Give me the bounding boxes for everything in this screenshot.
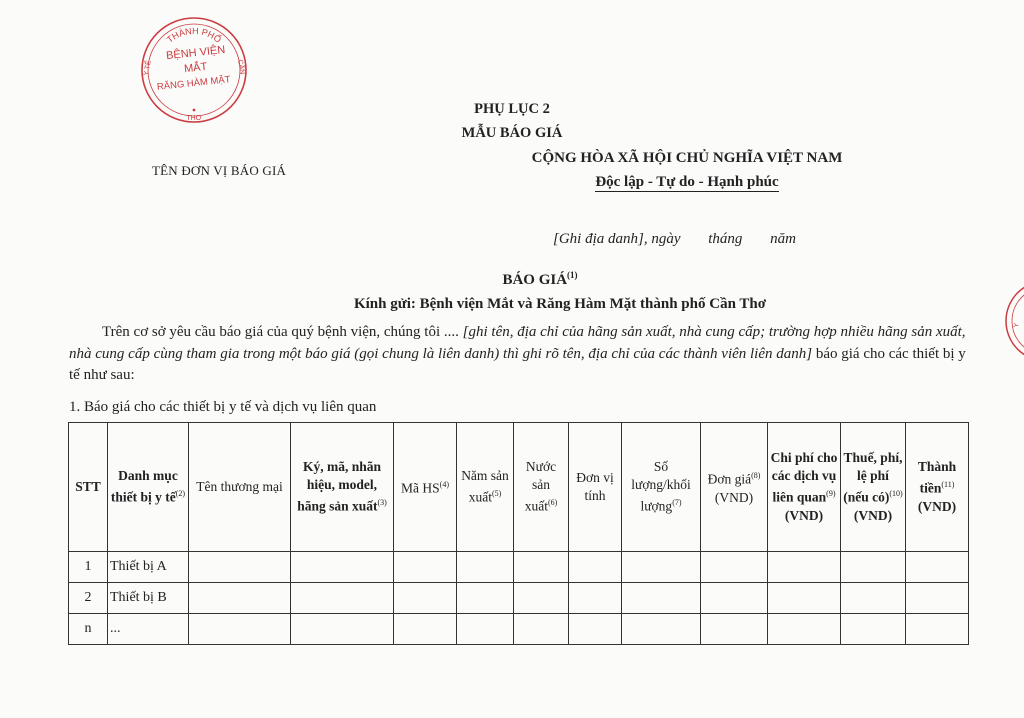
row-stt: 2 [69,583,108,614]
intro-tail: báo giá cho các thiết bị y tế như sau: [69,345,966,383]
intro-lead: Trên cơ sở yêu cầu báo giá của quý bệnh viện, chúng tôi .... [102,324,463,340]
col-header-model: Ký, mã, nhãn hiệu, model, hãng sản xuất$^{(3)}$ [291,423,394,552]
col-header-unit-price: Đơn giá$^{(8)}$ (VND) [701,423,768,552]
intro-italic-instruction: [ghi tên, địa chỉ của hãng sản xuất, nhà cung cấp; trường hợp nhiều hãng sản xuất, nhà cung cấp cùng tham gia trong một báo giá (gọi chung là liên danh) thì ghi rõ tên, địa chỉ của các thành viên liên danh] [69,324,966,362]
col-header-service-cost: Chi phí cho các dịch vụ liên quan$^{(9)}$ (VND) [768,423,841,552]
col-header-trade-name: Tên thương mại [189,423,291,552]
col-header-device-list: Danh mục thiết bị y tế$^{(2)}$ [108,423,189,552]
form-name: MẪU BÁO GIÁ [461,125,563,141]
col-header-quantity: Số lượng/khối lượng$^{(7)}$ [622,423,701,552]
intro-paragraph [69,322,969,387]
seal-bottom-arc: THƠ [186,115,202,122]
dateline-place: [Ghi địa danh], ngày [553,231,681,247]
table-row [69,614,969,645]
seal-line-1: BỆNH VIỆN [165,43,226,63]
row-item: ... [108,614,189,645]
national-motto [512,174,862,191]
seal-left-arc: Y TẾ [143,60,153,77]
document-title [0,270,1024,289]
col-header-year: Năm sản xuất$^{(5)}$ [457,423,514,552]
col-header-unit: Đơn vị tính [569,423,622,552]
table-row [69,552,969,583]
table-row [69,583,969,614]
col-header-stt: STT [69,423,108,552]
svg-text:Y: Y [1013,322,1021,329]
row-stt: 1 [69,552,108,583]
row-item: Thiết bị B [108,583,189,614]
col-header-total: Thành tiền$^{(11)}$ (VND) [906,423,969,552]
col-header-country: Nước sản xuất$^{(6)}$ [514,423,569,552]
motto-text: Độc lập - Tự do - Hạnh phúc [595,174,779,190]
seal-top-arc: THÀNH PHỐ [164,25,224,45]
dateline-month: tháng [708,231,743,247]
document-title-text: BÁO GIÁ [502,272,568,288]
dateline [553,231,796,248]
row-stt: n [69,614,108,645]
dateline-year: năm [770,231,797,247]
document-title-note: (1) [567,270,578,280]
partial-seal-edge [1004,276,1024,366]
row-item: Thiết bị A [108,552,189,583]
table-header-row [69,423,969,552]
national-title: CỘNG HÒA XÃ HỘI CHỦ NGHĨA VIỆT NAM [531,150,843,166]
quoting-unit-name: TÊN ĐƠN VỊ BÁO GIÁ [152,163,287,178]
col-header-hs-code: Mã HS$^{(4)}$ [394,423,457,552]
recipient-line: Kính gửi: Bệnh viện Mắt và Răng Hàm Mặt thành phố Cần Thơ [353,296,767,312]
seal-right-arc: CẦN [236,59,246,75]
col-header-tax: Thuế, phí, lệ phí (nếu có)$^{(10)}$ (VND) [841,423,906,552]
section-title: 1. Báo giá cho các thiết bị y tế và dịch vụ liên quan [69,399,377,415]
seal-line-2: MẮT [183,60,208,76]
seal-line-3: RĂNG HÀM MẶT [156,74,232,93]
appendix-label: PHỤ LỤC 2 [474,101,550,117]
quotation-table [68,422,969,645]
